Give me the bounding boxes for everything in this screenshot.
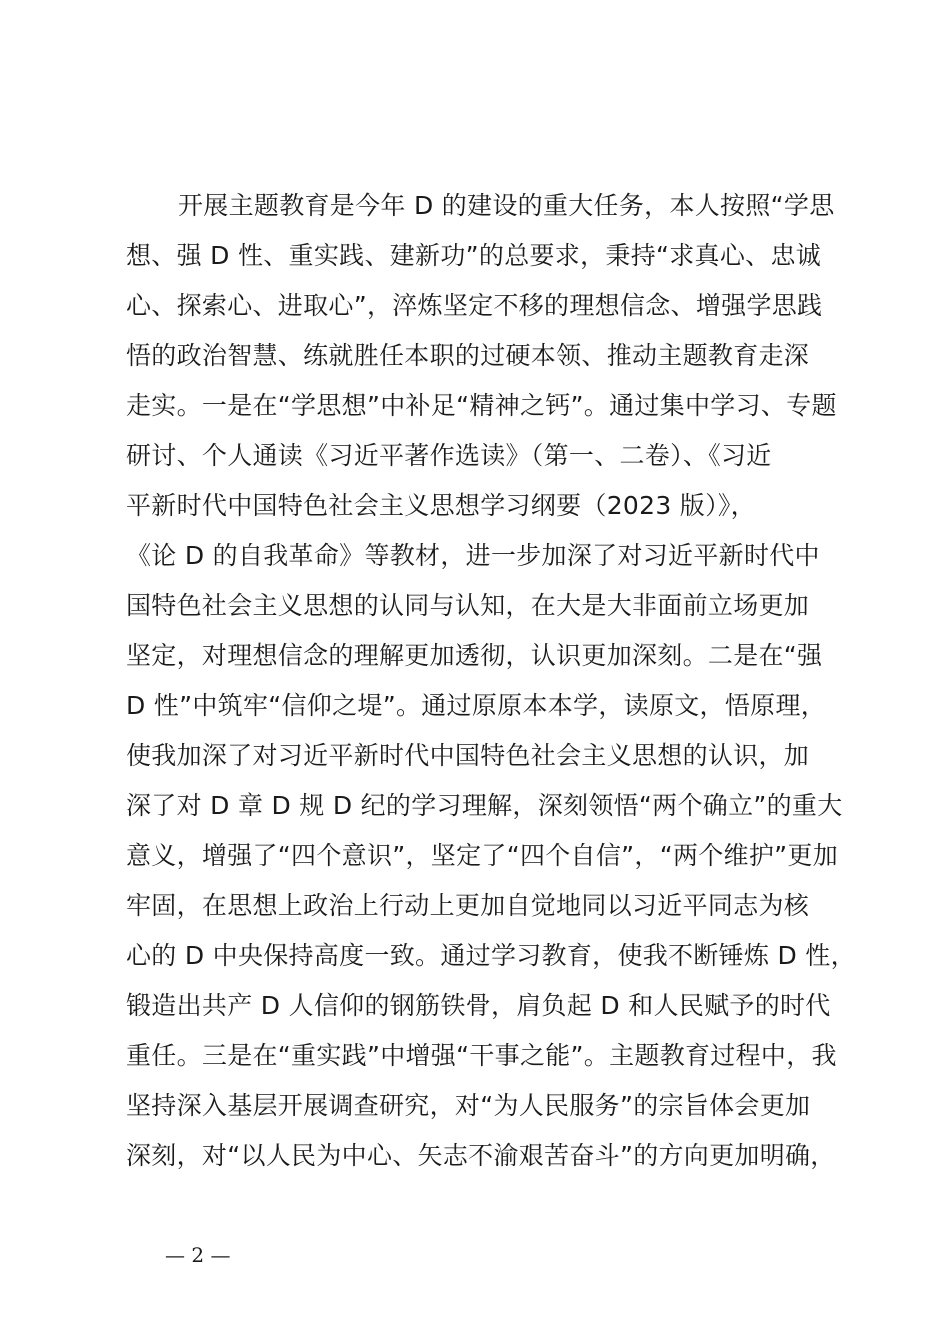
paragraph-line: 意义，增强了“四个意识”，坚定了“四个自信”，“两个维护”更加 [126, 841, 839, 870]
paragraph-line: 牢固，在思想上政治上行动上更加自觉地同以习近平同志为核 [126, 891, 810, 920]
paragraph-line: 平新时代中国特色社会主义思想学习纲要（2023 版）》， [126, 491, 756, 520]
paragraph-line: 深刻，对“以人民为中心、矢志不渝艰苦奋斗”的方向更加明确， [126, 1141, 836, 1170]
paragraph-line: 坚定，对理想信念的理解更加透彻，认识更加深刻。二是在“强 [126, 641, 823, 670]
paragraph-line: 国特色社会主义思想的认同与认知，在大是大非面前立场更加 [126, 591, 810, 620]
paragraph-line: 锻造出共产 D 人信仰的钢筋铁骨，肩负起 D 和人民赋予的时代 [126, 991, 831, 1020]
paragraph-line: 想、强 D 性、重实践、建新功”的总要求，秉持“求真心、忠诚 [126, 241, 822, 270]
paragraph-line: 《论 D 的自我革命》等教材，进一步加深了对习近平新时代中 [126, 541, 820, 570]
paragraph-line: 走实。一是在“学思想”中补足“精神之钙”。通过集中学习、专题 [126, 391, 837, 420]
paragraph-line: 心的 D 中央保持高度一致。通过学习教育，使我不断锤炼 D 性， [126, 941, 856, 970]
paragraph-line: 开展主题教育是今年 D 的建设的重大任务，本人按照“学思 [178, 191, 835, 220]
paragraph-line: 使我加深了对习近平新时代中国特色社会主义思想的认识，加 [126, 741, 810, 770]
paragraph-line: 重任。三是在“重实践”中增强“干事之能”。主题教育过程中，我 [126, 1041, 837, 1070]
paragraph-line: 坚持深入基层开展调查研究，对“为人民服务”的宗旨体会更加 [126, 1091, 811, 1120]
paragraph-line: D 性”中筑牢“信仰之堤”。通过原原本本学，读原文，悟原理， [126, 691, 827, 720]
body-paragraph [126, 181, 866, 1181]
paragraph-line: 悟的政治智慧、练就胜任本职的过硬本领、推动主题教育走深 [126, 341, 810, 370]
paragraph-line: 研讨、个人通读《习近平著作选读》（第一、二卷）、《习近 [126, 441, 772, 470]
page-number: — 2 — [165, 1243, 231, 1267]
paragraph-line: 深了对 D 章 D 规 D 纪的学习理解，深刻领悟“两个确立”的重大 [126, 791, 843, 820]
paragraph-line: 心、探索心、进取心”，淬炼坚定不移的理想信念、增强学思践 [126, 291, 823, 320]
